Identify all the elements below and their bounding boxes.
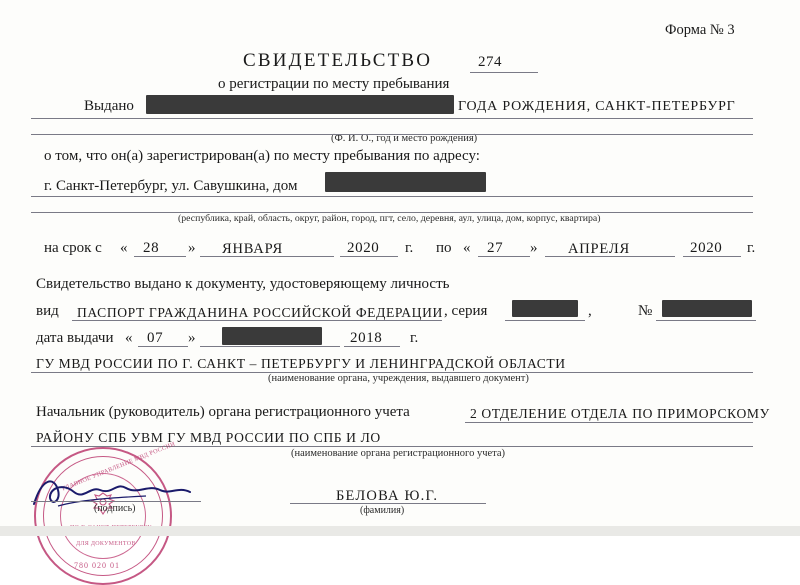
- form-number: Форма № 3: [665, 22, 735, 38]
- identity-number-rule: [656, 320, 756, 321]
- identity-issue-date-label: дата выдачи: [36, 330, 114, 346]
- term-to-quote-close: »: [530, 240, 538, 256]
- official-stamp: [34, 440, 177, 585]
- stamp-bottom-text: ДЛЯ ДОКУМЕНТОВ: [76, 541, 136, 547]
- caption-address: (республика, край, область, округ, район, город, пгт, село, деревня, аул, улица, дом, корпус, квартира): [178, 213, 601, 224]
- term-to-year-label: г.: [747, 240, 756, 256]
- stamp-code: 780 020 01: [74, 561, 120, 570]
- issue-quote-open: «: [125, 330, 133, 346]
- head-value-line1: 2 ОТДЕЛЕНИЕ ОТДЕЛА ПО ПРИМОРСКОМУ: [470, 406, 770, 421]
- term-from-quote-open: «: [120, 240, 128, 256]
- caption-authority: (наименование органа, учреждения, выдавшего документ): [268, 373, 529, 384]
- caption-fio: (Ф. И. О., год и место рождения): [331, 133, 478, 144]
- head-label: Начальник (руководитель) органа регистрационного учета: [36, 404, 410, 420]
- page-subtitle: о регистрации по месту пребывания: [218, 76, 450, 92]
- identity-number-label: №: [638, 303, 653, 319]
- term-to-label: по: [436, 240, 452, 256]
- fio-second-rule: [31, 134, 753, 135]
- identity-series-rule: [505, 320, 585, 321]
- term-from-year: 2020: [347, 240, 380, 256]
- certificate-number: 274: [478, 54, 502, 70]
- caption-head: (наименование органа регистрационного учета): [291, 448, 506, 459]
- redacted-address: [325, 172, 486, 192]
- identity-series-label: , серия: [444, 303, 488, 319]
- issued-to-rule: [31, 118, 753, 119]
- identity-issue-year-rule: [344, 346, 400, 347]
- redacted-issue-month: [222, 327, 322, 345]
- term-from-year-label: г.: [405, 240, 414, 256]
- caption-surname: (фамилия): [360, 505, 405, 516]
- term-to-year-rule: [683, 256, 741, 257]
- term-to-year: 2020: [690, 240, 723, 256]
- term-to-month: АПРЕЛЯ: [568, 241, 630, 257]
- term-to-quote-open: «: [463, 240, 471, 256]
- term-from-quote-close: »: [188, 240, 196, 256]
- page-bottom-edge: [0, 526, 800, 536]
- issued-to-suffix: ГОДА РОЖДЕНИЯ, САНКТ-ПЕТЕРБУРГ: [458, 99, 736, 114]
- identity-issue-year: 2018: [350, 330, 383, 346]
- signer-name: БЕЛОВА Ю.Г.: [336, 488, 439, 504]
- identity-issue-day-rule: [138, 346, 188, 347]
- caption-signature: (подпись): [94, 503, 136, 514]
- identity-authority: ГУ МВД РОССИИ ПО Г. САНКТ – ПЕТЕРБУРГУ И ЛЕНИНГРАДСКОЙ ОБЛАСТИ: [36, 356, 566, 371]
- identity-type-label: вид: [36, 303, 59, 319]
- identity-type-rule: [72, 320, 442, 321]
- identity-issue-year-label: г.: [410, 330, 419, 346]
- issued-to-label: Выдано: [84, 98, 134, 114]
- stamp-top-text: ГЛАВНОЕ УПРАВЛЕНИЕ МВД РОССИИ: [61, 440, 177, 493]
- signer-name-rule: [290, 503, 486, 504]
- identity-issue-day: 07: [147, 330, 164, 346]
- term-to-day: 27: [487, 240, 504, 256]
- identity-comma: ,: [588, 303, 592, 319]
- term-from-month-rule: [200, 256, 334, 257]
- head-value-rule-2: [31, 446, 753, 447]
- page-title: СВИДЕТЕЛЬСТВО: [243, 50, 433, 71]
- redacted-fio: [146, 95, 454, 114]
- identity-type-value: ПАСПОРТ ГРАЖДАНИНА РОССИЙСКОЙ ФЕДЕРАЦИИ: [77, 305, 443, 320]
- head-value-line2: РАЙОНУ СПБ УВМ ГУ МВД РОССИИ ПО СПБ И ЛО: [36, 430, 381, 445]
- term-to-month-rule: [545, 256, 675, 257]
- redacted-series: [512, 300, 578, 317]
- head-value-rule-1: [465, 422, 753, 423]
- redacted-number: [662, 300, 752, 317]
- term-from-day: 28: [143, 240, 160, 256]
- term-from-year-rule: [340, 256, 398, 257]
- registration-statement: о том, что он(а) зарегистрирован(а) по месту пребывания по адресу:: [44, 148, 480, 164]
- term-to-day-rule: [478, 256, 530, 257]
- identity-intro: Свидетельство выдано к документу, удостоверяющему личность: [36, 276, 450, 292]
- signature-rule: [31, 501, 201, 502]
- identity-issue-month-rule: [200, 346, 340, 347]
- term-from-month: ЯНВАРЯ: [222, 241, 283, 257]
- issue-quote-close: »: [188, 330, 196, 346]
- address-value: г. Санкт-Петербург, ул. Савушкина, дом: [44, 178, 298, 194]
- address-rule: [31, 196, 753, 197]
- term-from-day-rule: [134, 256, 186, 257]
- term-prefix: на срок с: [44, 240, 102, 256]
- certificate-number-rule: [470, 72, 538, 73]
